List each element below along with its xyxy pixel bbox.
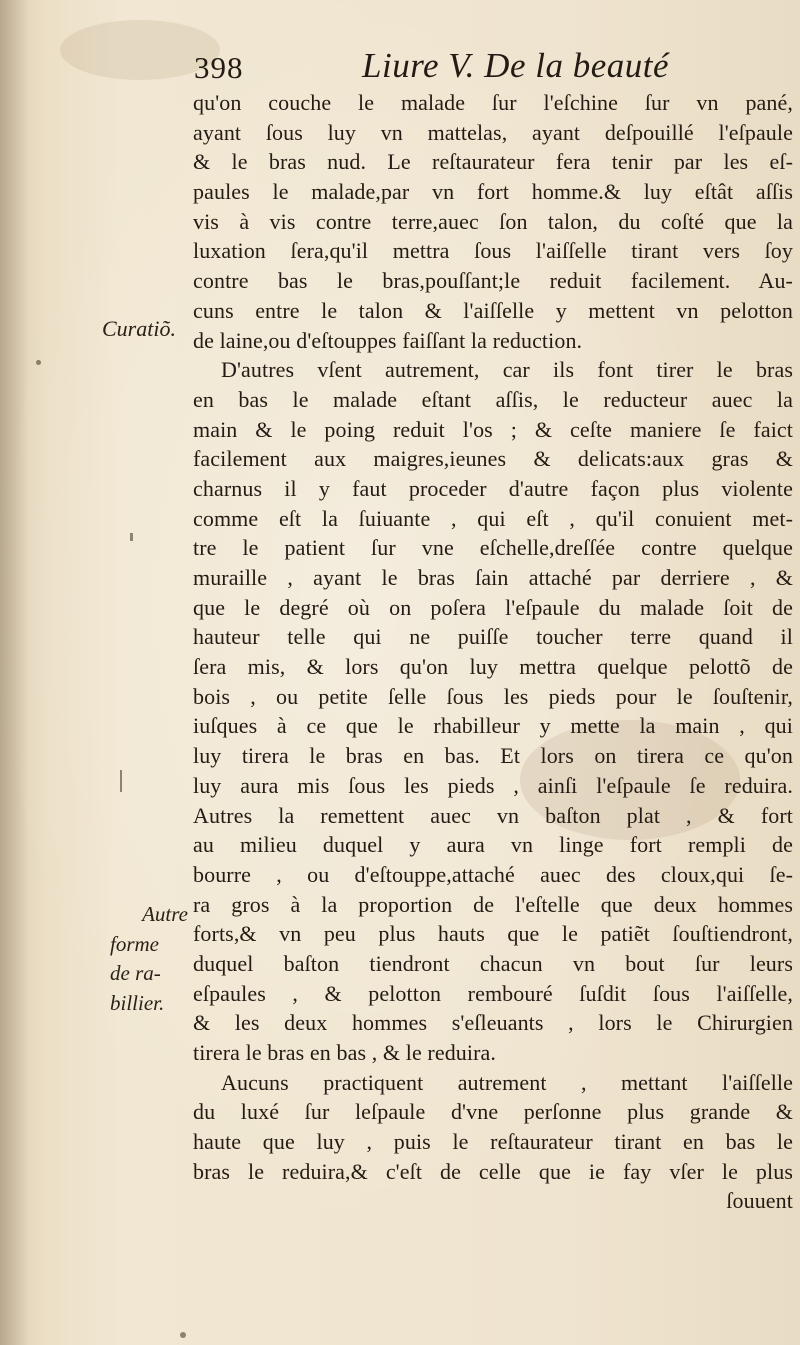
margin-note-autre-forme xyxy=(110,900,188,1019)
margin-note-line: de ra- xyxy=(110,961,161,986)
text-line: Aucuns practiquent autrement , mettant l'aiſſelle xyxy=(221,1069,793,1095)
text-line: hauteur telle qui ne puiſſe toucher terre quand il xyxy=(193,624,793,650)
text-line: ra gros à la proportion de l'eſtelle que deux hommes xyxy=(193,891,793,917)
text-line: au milieu duquel y aura vn linge fort rempli de xyxy=(193,832,793,858)
text-line: bras le reduira,& c'eſt de celle que ie fay vſer le plus xyxy=(193,1158,793,1184)
text-line: duquel baſton tiendront chacun vn bout ſur leurs xyxy=(193,950,793,976)
margin-note-line: forme xyxy=(110,931,159,956)
text-line: forts,& vn peu plus hauts que le patiẽt ſouſtiendront, xyxy=(193,921,793,947)
text-line: muraille , ayant le bras ſain attaché par derriere , & xyxy=(193,565,793,590)
gutter-shadow xyxy=(0,0,28,1345)
text-line: iuſques à ce que le rhabilleur y mette la main , qui xyxy=(193,713,793,739)
text-line: luy tirera le bras en bas. Et lors on tirera ce qu'on xyxy=(193,743,793,769)
page-header xyxy=(194,42,714,90)
margin-note-line: Autre xyxy=(142,902,188,926)
body-text xyxy=(193,88,793,1216)
text-line: charnus il y faut proceder d'autre façon plus violente xyxy=(193,475,793,501)
text-line: & le bras nud. Le reſtaurateur fera tenir par les eſ- xyxy=(193,149,793,175)
text-line: main & le poing reduit l'os ; & ceſte maniere ſe faict xyxy=(193,416,793,442)
text-line: cuns entre le talon & l'aiſſelle y mettent vn pelotton xyxy=(193,297,793,323)
text-line: en bas le malade eſtant aſſis, le reducteur auec la xyxy=(193,386,793,412)
catchword: ſouuent xyxy=(726,1188,793,1214)
margin-note-line: billier. xyxy=(110,991,165,1016)
text-line: ayant ſous luy vn mattelas, ayant deſpouillé l'eſpaule xyxy=(193,119,793,145)
text-line: Autres la remettent auec vn baſton plat , & fort xyxy=(193,802,793,828)
text-line: eſpaules , & pelotton rembouré ſuſdit ſous l'aiſſelle, xyxy=(193,980,793,1006)
text-line: tre le patient ſur vne eſchelle,dreſſée contre quelque xyxy=(193,535,793,561)
text-line: luy aura mis ſous les pieds , ainſi l'eſpaule ſe reduira. xyxy=(193,772,793,798)
text-line: D'autres vſent autrement, car ils font tirer le bras xyxy=(221,357,793,383)
text-line: du luxé ſur leſpaule d'vne perſonne plus grande & xyxy=(193,1099,793,1125)
text-line: qu'on couche le malade ſur l'eſchine ſur vn pané, xyxy=(193,90,793,115)
text-line: ſera mis, & lors qu'on luy mettra quelque pelottõ de xyxy=(193,654,793,680)
ink-speck xyxy=(120,770,122,792)
margin-note-curatio: Curatiõ. xyxy=(102,316,176,341)
text-line: luxation ſera,qu'il mettra ſous l'aiſſelle tirant vers ſoy xyxy=(193,238,793,264)
text-line: contre bas le bras,pouſſant;le reduit facilement. Au- xyxy=(193,268,793,294)
ink-speck xyxy=(180,1332,186,1338)
text-line: haute que luy , puis le reſtaurateur tirant en bas le xyxy=(193,1129,793,1155)
text-line: que le degré où on poſera l'eſpaule du malade ſoit de xyxy=(193,594,793,620)
text-line: tirera le bras en bas , & le reduira. xyxy=(193,1040,497,1065)
ink-speck xyxy=(36,360,41,365)
text-line: comme eſt la ſuiuante , qui eſt , qu'il conuient met- xyxy=(193,505,793,531)
text-line: bourre , ou d'eſtouppe,attaché auec des cloux,qui ſe- xyxy=(193,861,793,887)
page-number: 398 xyxy=(194,50,244,85)
text-line: de laine,ou d'eſtouppes faiſſant la reduction. xyxy=(193,327,583,353)
ink-speck xyxy=(130,533,133,541)
text-line: vis à vis contre terre,auec ſon talon, du coſté que la xyxy=(193,208,793,234)
text-line: facilement aux maigres,ieunes & delicats:aux gras & xyxy=(193,446,793,472)
text-line: & les deux hommes s'eſleuants , lors le Chirurgien xyxy=(193,1010,793,1036)
text-line: paules le malade,par vn fort homme.& luy eſtât aſſis xyxy=(193,179,793,205)
text-line: bois , ou petite ſelle ſous les pieds pour le ſouſtenir, xyxy=(193,683,793,709)
running-title: Liure V. De la beauté xyxy=(362,46,669,85)
